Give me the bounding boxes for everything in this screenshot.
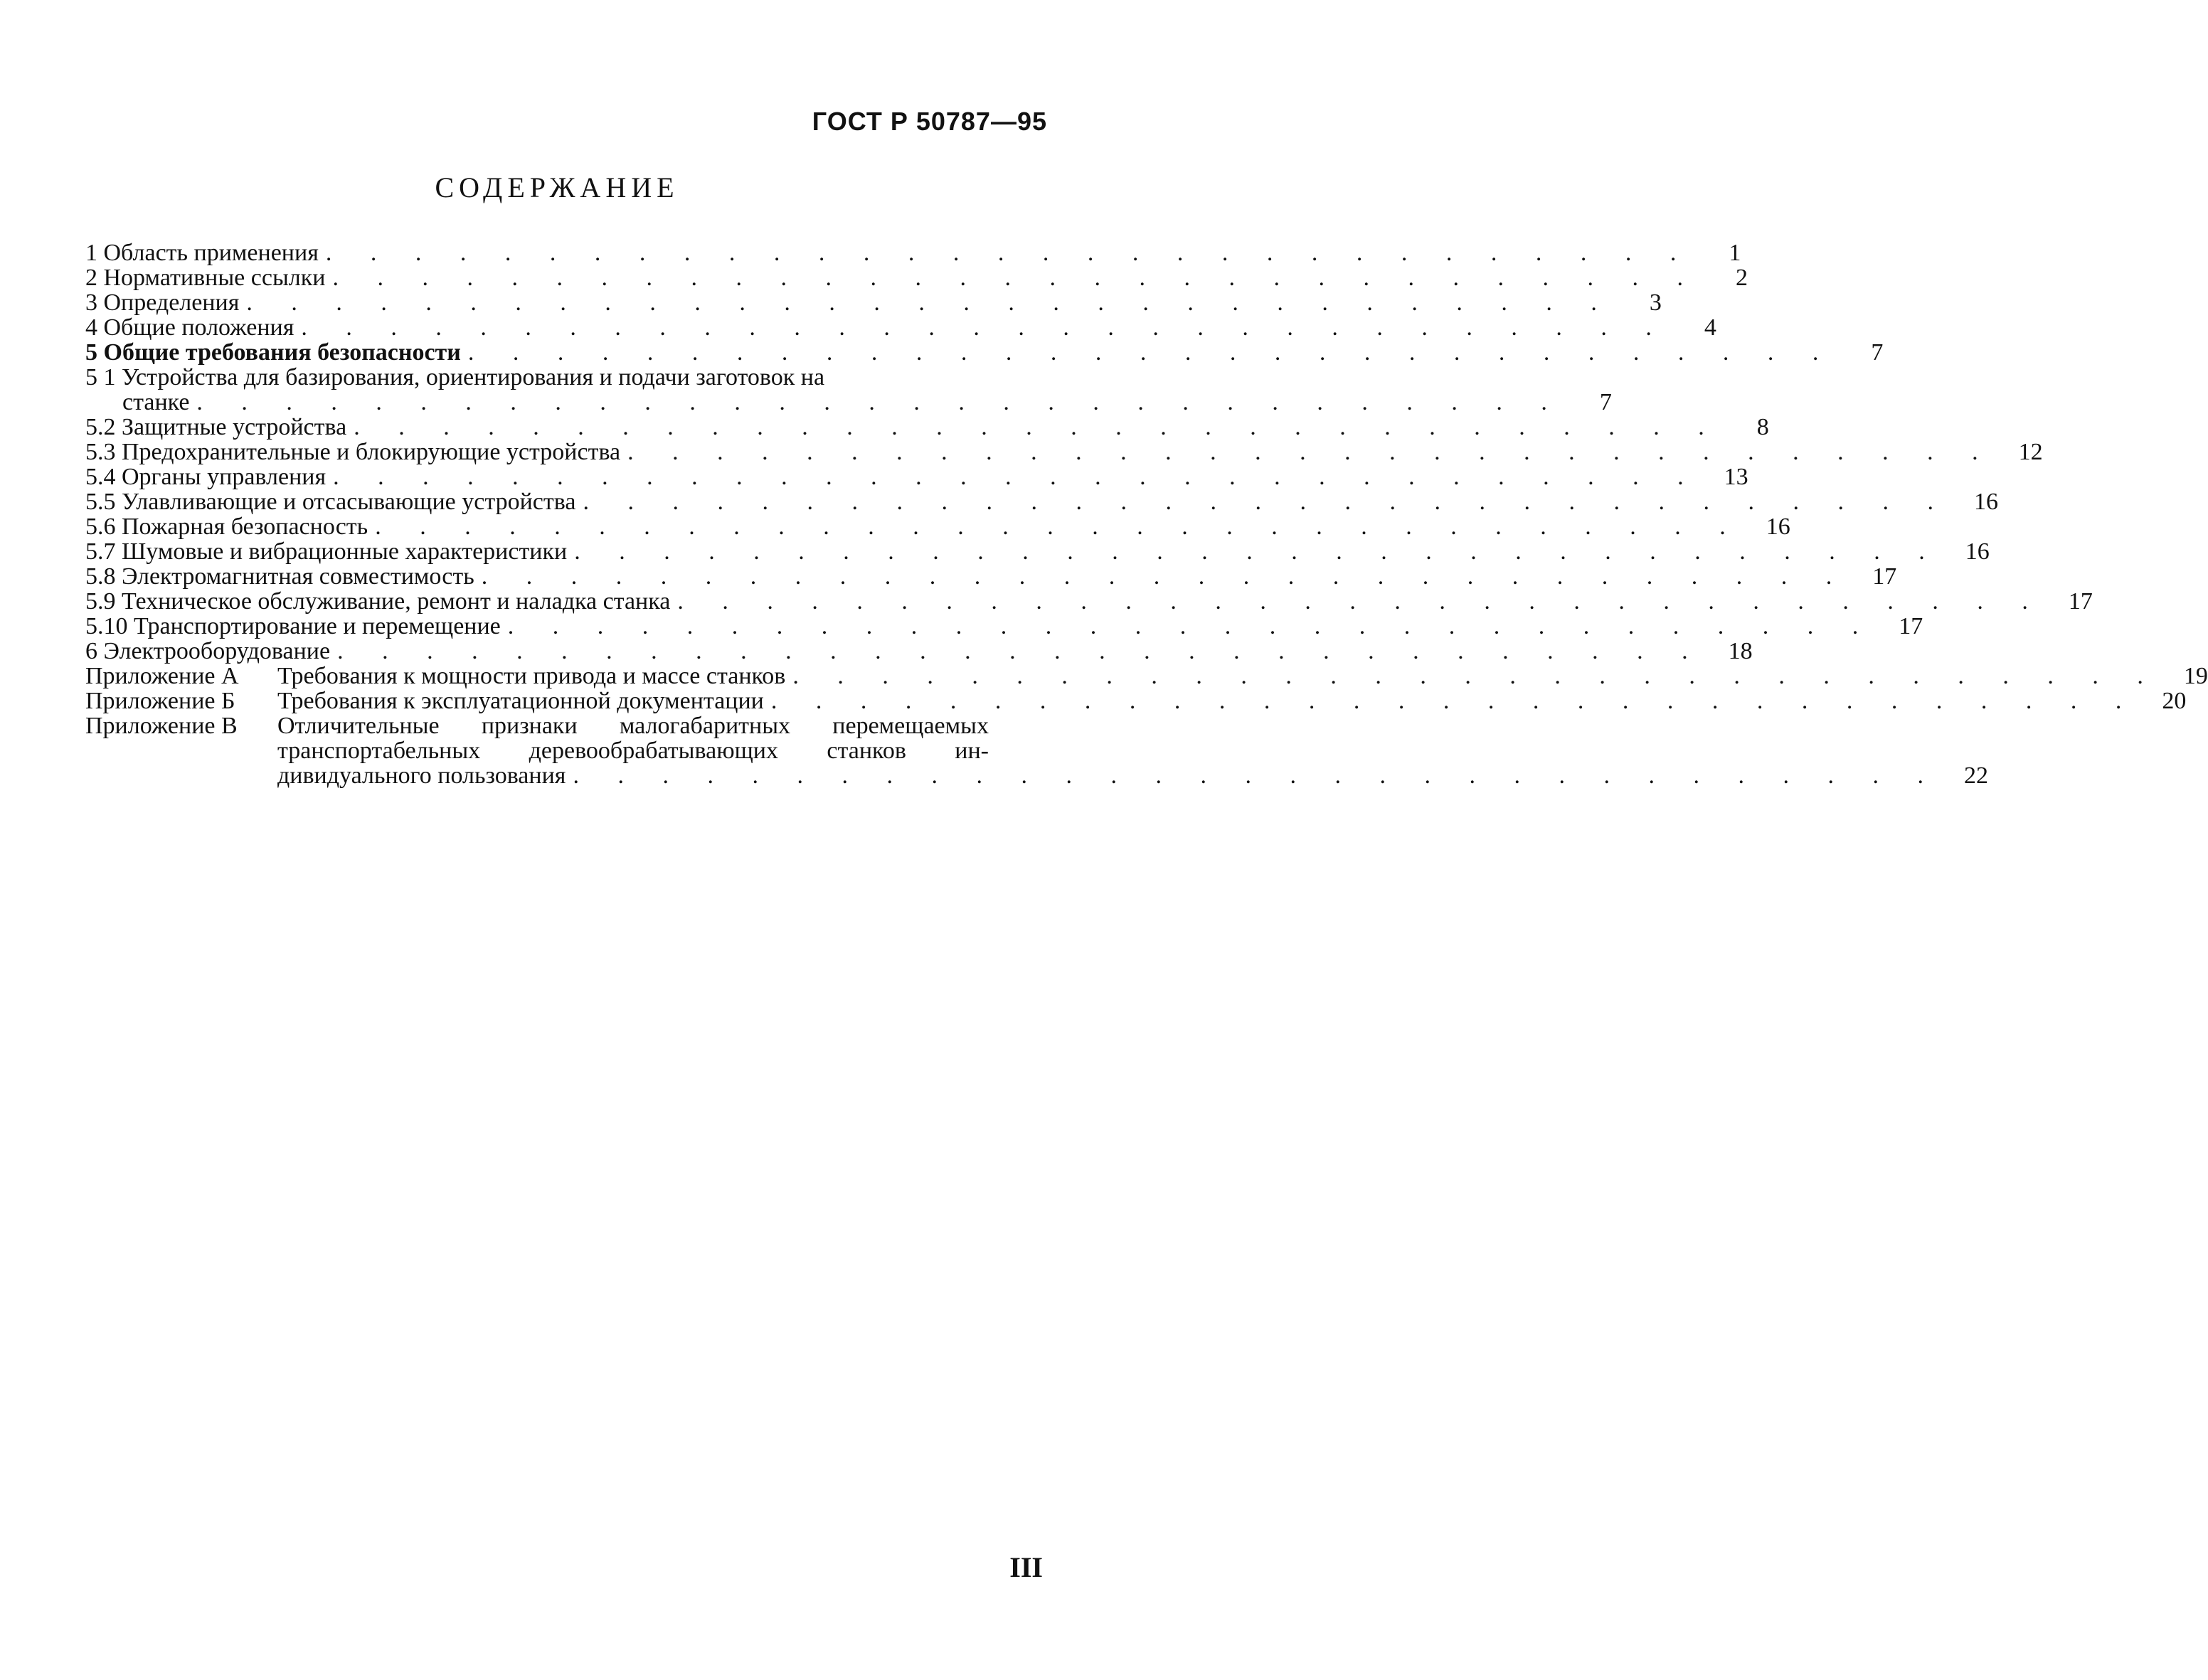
toc-entry[interactable] [85,289,1662,316]
appendix-body [277,713,1039,738]
toc-entry-label: 3 Определения [85,289,240,316]
toc-dot-leader: . . . . . . . . . . . . . . . . . . . . . . . . . . . . . . . [481,563,1849,590]
page-number: III [1009,1551,1043,1583]
toc-appendix-entry[interactable] [85,713,1039,738]
toc-entry-page: 1 [1729,240,1741,266]
appendix-label-line: дивидуального пользования [277,762,566,789]
document-code: ГОСТ Р 50787—95 [812,107,1047,136]
toc-dot-leader: . . . . . . . . . . . . . . . . . . . . . . . . . . . . . . . [196,389,1564,415]
toc-entry-page: 2 [1735,265,1748,291]
toc-entry[interactable] [85,314,1716,341]
toc-entry-label: 5 Общие требования безопасности [85,339,461,366]
toc-entry-label: 5.8 Электромагнитная совместимость [85,563,474,590]
toc-dot-leader: . . . . . . . . . . . . . . . . . . . . . . . . . . . . . . . [333,464,1700,490]
toc-dot-leader: . . . . . . . . . . . . . . . . . . . . . . . . . . . . . . . [574,538,1941,565]
appendix-prefix: Приложение А [85,663,239,689]
appendix-prefix: Приложение В [85,713,238,739]
appendix-label-line: Отличительные признаки малогабаритных перемещаемых [277,713,989,739]
toc-dot-leader: . . . . . . . . . . . . . . . . . . . . . . . . . . . . . . . [507,613,1875,639]
toc-entry[interactable] [85,464,1748,490]
toc-entry-page: 17 [1899,613,1923,639]
toc-entry-continuation[interactable] [85,389,1612,415]
toc-entry-page: 4 [1704,314,1716,341]
appendix-label-line: транспортабельных деревообрабатывающих станков ин- [277,738,989,764]
toc-dot-leader: . . . . . . . . . . . . . . . . . . . . . . . . . . . . . . . [677,588,2044,615]
toc-entry[interactable] [85,414,1769,440]
toc-entry-page: 16 [1766,514,1790,540]
page-title: СОДЕРЖАНИЕ [435,171,679,203]
toc-entry[interactable] [85,514,1790,540]
toc-entry[interactable] [85,365,1039,390]
appendix-page: 19 [2183,663,2208,689]
toc-entry-label-continuation: станке [122,389,190,415]
toc-appendix-continuation[interactable] [85,762,1988,789]
toc-entry[interactable] [85,489,1998,515]
toc-dot-leader: . . . . . . . . . . . . . . . . . . . . . . . . . . . . . . . [332,265,1699,291]
toc-dot-leader: . . . . . . . . . . . . . . . . . . . . . . . . . . . . . . . [467,339,1835,366]
appendix-body [277,689,2143,713]
toc-entry-page: 17 [1872,563,1897,590]
toc-entry-label: 5.10 Транспортирование и перемещение [85,613,501,639]
toc-entry-label: 6 Электрооборудование [85,638,331,664]
toc-entry-page: 16 [1965,538,1990,565]
toc-entry[interactable] [85,265,1748,291]
toc-entry-page: 16 [1973,489,1998,515]
toc-entry-label: 5.6 Пожарная безопасность [85,514,368,540]
toc-dot-leader: . . . . . . . . . . . . . . . . . . . . . . . . . . . . . . . [573,762,1940,789]
toc-entry-page: 13 [1724,464,1748,490]
toc-entry-label: 4 Общие положения [85,314,294,341]
toc-dot-leader: . . . . . . . . . . . . . . . . . . . . . . . . . . . . . . . [325,240,1693,266]
toc-entry-page: 7 [1871,339,1884,366]
toc-entry-label: 5.7 Шумовые и вибрационные характеристики [85,538,568,565]
appendix-label: Требования к эксплуатационной документации [277,688,764,714]
appendix-prefix: Приложение Б [85,688,235,714]
toc-entry-page: 12 [2018,439,2043,465]
toc-entry[interactable] [85,638,1753,664]
table-of-contents [85,240,2208,789]
toc-dot-leader: . . . . . . . . . . . . . . . . . . . . . . . . . . . . . . . [301,314,1668,341]
toc-entry[interactable] [85,563,1897,590]
toc-entry[interactable] [85,613,1923,639]
toc-dot-leader: . . . . . . . . . . . . . . . . . . . . . . . . . . . . . . . [246,289,1613,316]
appendix-label: Требования к мощности привода и массе станков [277,663,786,689]
toc-entry-label: 5.9 Техническое обслуживание, ремонт и наладка станка [85,588,671,615]
toc-entry-page: 8 [1756,414,1769,440]
toc-appendix-continuation [85,738,1039,763]
toc-entry-page: 18 [1728,638,1753,664]
appendix-page: 22 [1963,762,1988,789]
toc-entry[interactable] [85,339,1884,366]
toc-entry-page: 3 [1649,289,1662,316]
toc-entry-label: 5.2 Защитные устройства [85,414,347,440]
toc-appendix-entry[interactable] [85,663,2208,689]
toc-entry-page: 7 [1599,389,1612,415]
appendix-body [277,738,1039,763]
toc-dot-leader: . . . . . . . . . . . . . . . . . . . . . . . . . . . . . . . [354,414,1721,440]
toc-entry[interactable] [85,538,1990,565]
toc-dot-leader: . . . . . . . . . . . . . . . . . . . . . . . . . . . . . . . [627,439,1995,465]
appendix-body [277,664,2165,689]
toc-entry-label: 5 1 Устройства для базирования, ориентирования и подачи заготовок на [85,364,825,390]
toc-dot-leader: . . . . . . . . . . . . . . . . . . . . . . . . . . . . . . . [375,514,1742,540]
toc-entry[interactable] [85,588,2093,615]
toc-entry[interactable] [85,240,1741,266]
toc-dot-leader: . . . . . . . . . . . . . . . . . . . . . . . . . . . . . . . [337,638,1704,664]
toc-entry-label: 1 Область применения [85,240,319,266]
toc-appendix-entry[interactable] [85,688,2187,714]
toc-dot-leader: . . . . . . . . . . . . . . . . . . . . . . . . . . . . . . . [770,688,2138,714]
toc-entry[interactable] [85,439,2043,465]
toc-dot-leader: . . . . . . . . . . . . . . . . . . . . . . . . . . . . . . . [792,663,2160,689]
appendix-body [277,763,1946,788]
toc-entry-label: 5.5 Улавливающие и отсасывающие устройства [85,489,576,515]
toc-dot-leader: . . . . . . . . . . . . . . . . . . . . . . . . . . . . . . . [583,489,1950,515]
toc-entry-page: 17 [2068,588,2093,615]
toc-entry-label: 5.4 Органы управления [85,464,327,490]
toc-entry-label: 2 Нормативные ссылки [85,265,326,291]
appendix-page: 20 [2162,688,2187,714]
toc-entry-label: 5.3 Предохранительные и блокирующие устройства [85,439,621,465]
